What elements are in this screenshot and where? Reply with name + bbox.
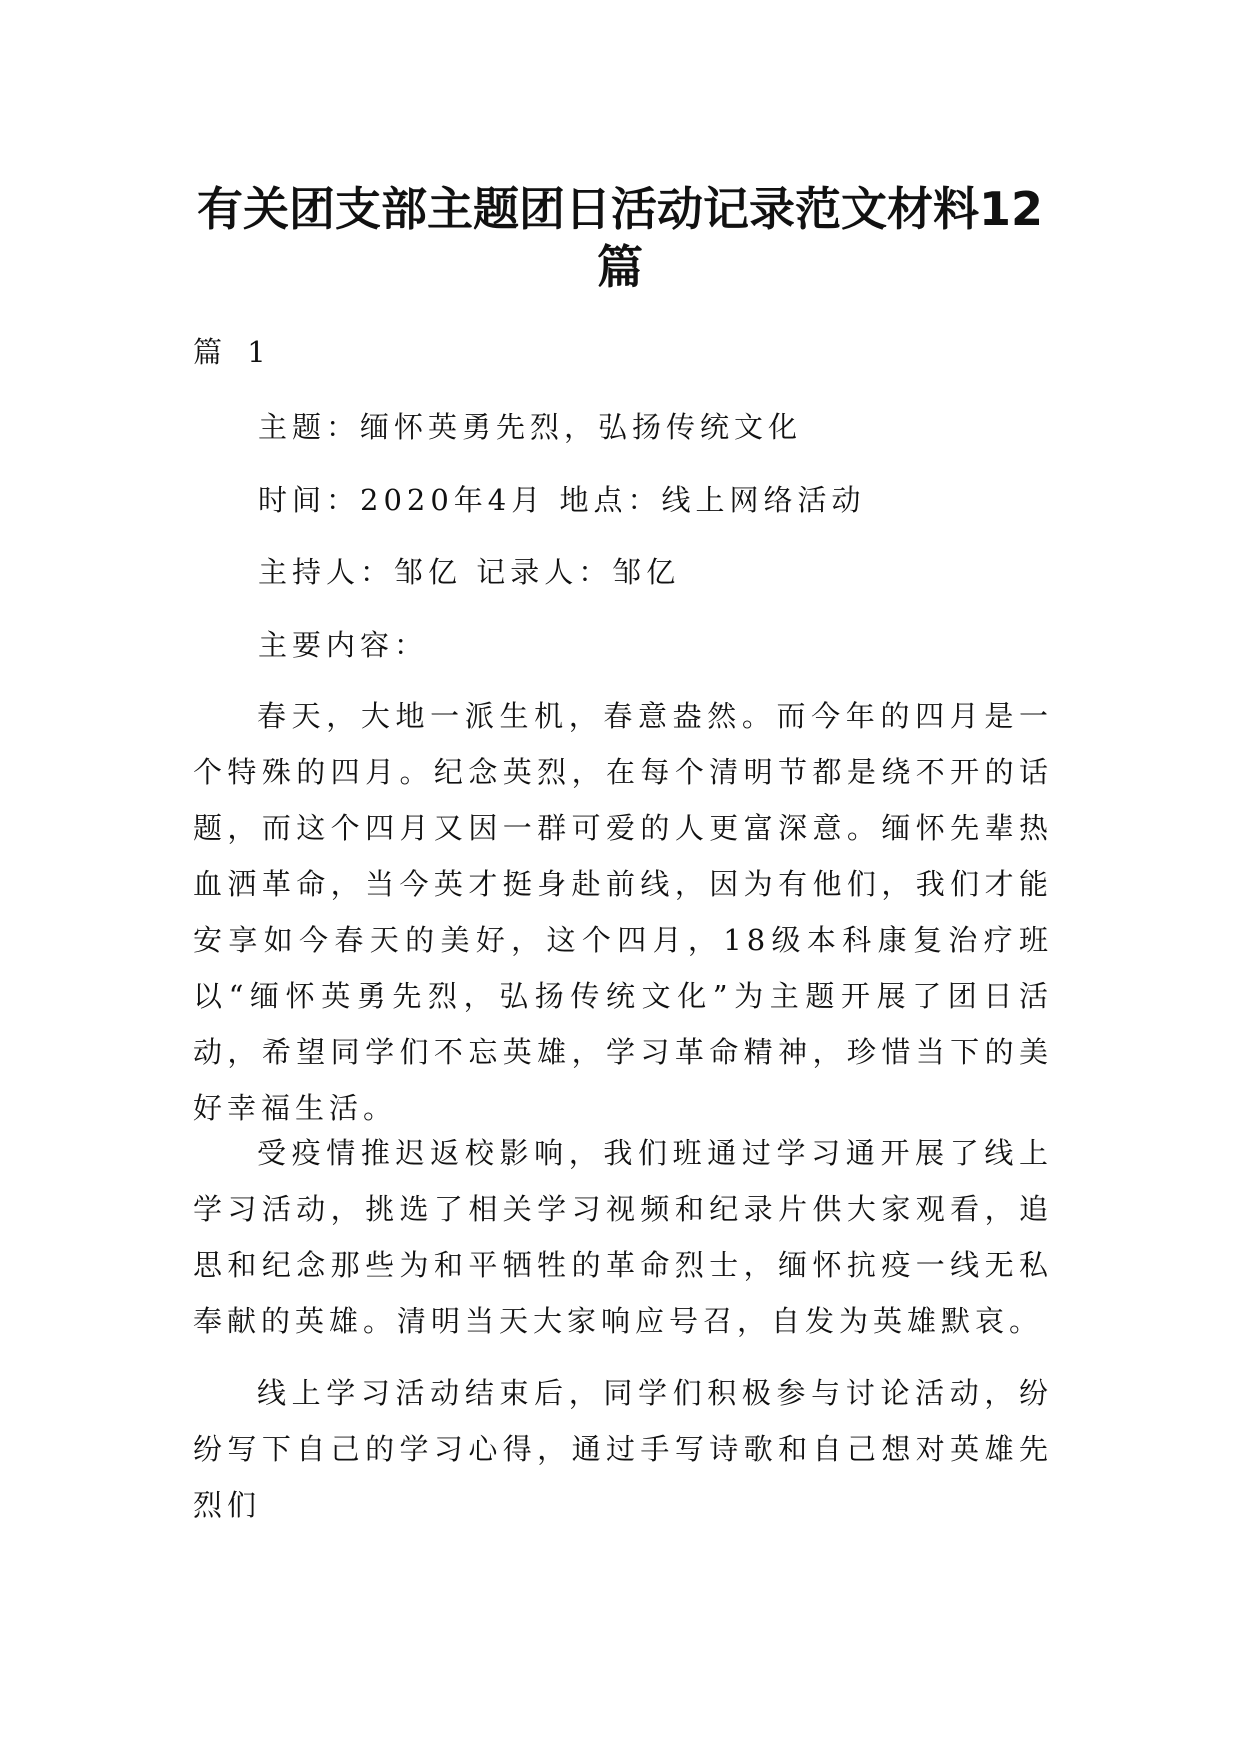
topic-line: 主题：缅怀英勇先烈，弘扬传统文化	[258, 410, 803, 444]
document-title: 有关团支部主题团日活动记录范文材料12篇	[196, 182, 1043, 294]
time-place-line: 时间：2020年4月 地点：线上网络活动	[258, 483, 866, 517]
paragraph: 受疫情推迟返校影响，我们班通过学习通开展了线上学习活动，挑选了相关学习视频和纪录片供大家观看，追思和纪念那些为和平牺牲的革命烈士，缅怀抗疫一线无私奉献的英雄。清明当天大家响应号召，自发为英雄默哀。	[193, 1136, 1053, 1338]
section-heading: 篇 1	[193, 335, 274, 369]
host-recorder-line: 主持人：邹亿 记录人：邹亿	[258, 555, 681, 589]
paragraph: 春天，大地一派生机，春意盎然。而今年的四月是一个特殊的四月。纪念英烈，在每个清明节都是绕不开的话题，而这个四月又因一群可爱的人更富深意。缅怀先辈热血洒革命，当今英才挺身赴前线，因为有他们，我们才能安享如今春天的美好，这个四月，18级本科康复治疗班以“缅怀英勇先烈，弘扬传统文化”为主题开展了团日活动，希望同学们不忘英雄，学习革命精神，珍惜当下的美好幸福生活。	[193, 699, 1053, 1125]
content-label: 主要内容：	[258, 628, 429, 662]
paragraph: 线上学习活动结束后，同学们积极参与讨论活动，纷纷写下自己的学习心得，通过手写诗歌和自己想对英雄先烈们	[193, 1376, 1053, 1522]
